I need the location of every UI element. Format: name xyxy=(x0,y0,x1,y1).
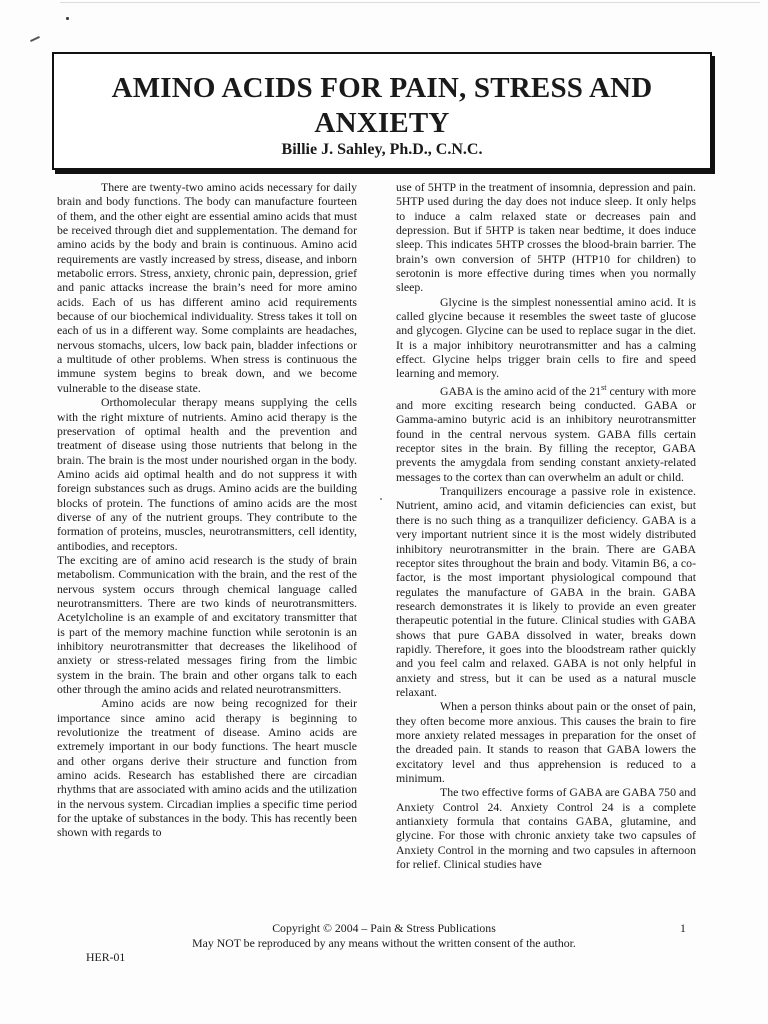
scan-speck xyxy=(66,17,69,20)
scan-artifact-line xyxy=(60,2,760,3)
left-column xyxy=(57,180,357,840)
ordinal-suffix: st xyxy=(601,382,607,392)
page-title xyxy=(54,71,710,141)
paragraph: Glycine is the simplest nonessential amino acid. It is called glycine because it resembles the sweet taste of glucose and glycogen. Glycine can be used to replace sugar in the diet. It is a major inhibitory neurotransmitter and has a calming effect. Glycine helps trigger brain cells to fire and speed learning and memory. xyxy=(396,294,696,381)
scan-speck xyxy=(30,36,40,42)
scan-speck xyxy=(380,498,382,500)
title-box xyxy=(52,52,712,170)
document-code: HER-01 xyxy=(86,950,126,964)
paragraph: use of 5HTP in the treatment of insomnia, depression and pain. 5HTP used during the day does not induce sleep. It only helps to induce a calm relaxed state or decreases pain and depression. But if 5HTP is taken near bedtime, it does induce sleep. This indicates 5HTP crosses the blood-brain barrier. The brain’s own conversion of 5HTP (HTP10 for children) to serotonin is more effective during times when you normally sleep. xyxy=(396,180,696,295)
paragraph: When a person thinks about pain or the onset of pain, they often become more anxious. This causes the brain to fire more anxiety related messages in preparation for the onset of the dreaded pain. It stands to reason that GABA lowers the excitatory level and thus apprehension is reduced to a minimum. xyxy=(396,699,696,786)
title-line-2: ANXIETY xyxy=(314,107,450,139)
paragraph: The exciting are of amino acid research is the study of brain metabolism. Communication with the brain, and the rest of the nervous system occurs through chemical language called neurotransmitters. There are two kinds of neurotransmitters. Acetylcholine is an example of and excitatory transmitter that is part of the memory machine function while serotonin is an inhibitory neurotransmitter that decreases the likelihood of anxiety or stress-related messages firing from the limbic system in the brain. The brain and other organs talk to each other through the amino acids and related neurotransmitters. xyxy=(57,552,357,697)
paragraph: GABA is the amino acid of the 21st century with more and more exciting research being conducted. GABA or Gamma-amino butyric acid is an inhibitory neurotransmitter found in the central nervous system. GABA fills certain receptor sites in the brain. By filling the receptor, GABA prevents the amygdala from sending constant anxiety-related messages to the cortex than can overwhelm an adult or child. xyxy=(396,382,697,484)
reproduction-notice: May NOT be reproduced by any means without the written consent of the author. xyxy=(192,935,576,950)
page-number: 1 xyxy=(680,921,686,935)
page-footer xyxy=(0,921,768,950)
paragraph: Tranquilizers encourage a passive role in existence. Nutrient, amino acid, and vitamin deficiencies can exist, but there is no such thing as a tranquilizer deficiency. GABA is a very important nutrient since it is the most widely distributed inhibitory neurotransmitter in the brain. There are GABA receptor sites throughout the brain and body. Vitamin B6, a co-factor, is the most important physiological compound that regulates the manufacture of GABA in the brain. GABA research demonstrates it is likely to provide an even greater therapeutic potential in the future. Clinical studies with GABA shows that pure GABA dissolved in water, breaks down rapidly. Therefore, it goes into the bloodstream rather quickly and you feel calm and relaxed. GABA is not only helpful in anxiety and stress, but it can be used as a natural muscle relaxant. xyxy=(396,484,696,699)
title-line-1: AMINO ACIDS FOR PAIN, STRESS AND xyxy=(111,72,653,104)
paragraph: Amino acids are now being recognized for their importance since amino acid therapy is beginning to revolutionize the treatment of disease. Amino acids are extremely important in our body functions. The heart muscle and other organs derive their structure and function from amino acids. Research has established there are circadian rhythms that are associated with amino acids and the utilization in the nervous system. Circadian implies a specific time period for the uptake of substances in the body. This has recently been shown with regards to xyxy=(57,696,357,840)
paragraph: Orthomolecular therapy means supplying the cells with the right mixture of nutrients. Amino acid therapy is the preservation of optimal health and the prevention and treatment of disease using those nutrients that belong in the brain. The brain is the most under nourished organ in the body. Amino acids aid optimal health and do not suppress it with foreign substances such as drugs. Amino acids are the building blocks of protein. The functions of amino acids are the most diverse of any of the nutrient groups. They contribute to the formation of proteins, muscles, neurotransmitters, cell identity, antibodies, and receptors. xyxy=(57,395,357,553)
paragraph: The two effective forms of GABA are GABA 750 and Anxiety Control 24. Anxiety Control 24 is a complete antianxiety formula that contains GABA, glutamine, and glycine. For those with chronic anxiety take two capsules of Anxiety Control in the morning and two capsules in afternoon for relief. Clinical studies have xyxy=(396,785,696,872)
copyright-line: Copyright © 2004 – Pain & Stress Publications xyxy=(272,921,496,935)
author-byline: Billie J. Sahley, Ph.D., C.N.C. xyxy=(281,141,483,158)
paragraph: There are twenty-two amino acids necessary for daily brain and body functions. The body can manufacture fourteen of them, and the other eight are essential amino acids that must be received through diet and supplementation. The demand for amino acids by the body and brain is continuous. Amino acid requirements are vastly increased by stress, disease, and inborn metabolic errors. Stress, anxiety, chronic pain, depression, grief and panic attacks increase the brain’s need for more amino acids. Each of us has different amino acid requirements because of our biochemical individuality. Stress takes it toll on each of us in a different way. Some complaints are headaches, nervous stomachs, ulcers, low back pain, bladder infections or a multitude of other problems. When stress is continuous the immune system begins to break down, and we become vulnerable to the disease state. xyxy=(57,180,357,395)
right-column xyxy=(396,180,696,871)
